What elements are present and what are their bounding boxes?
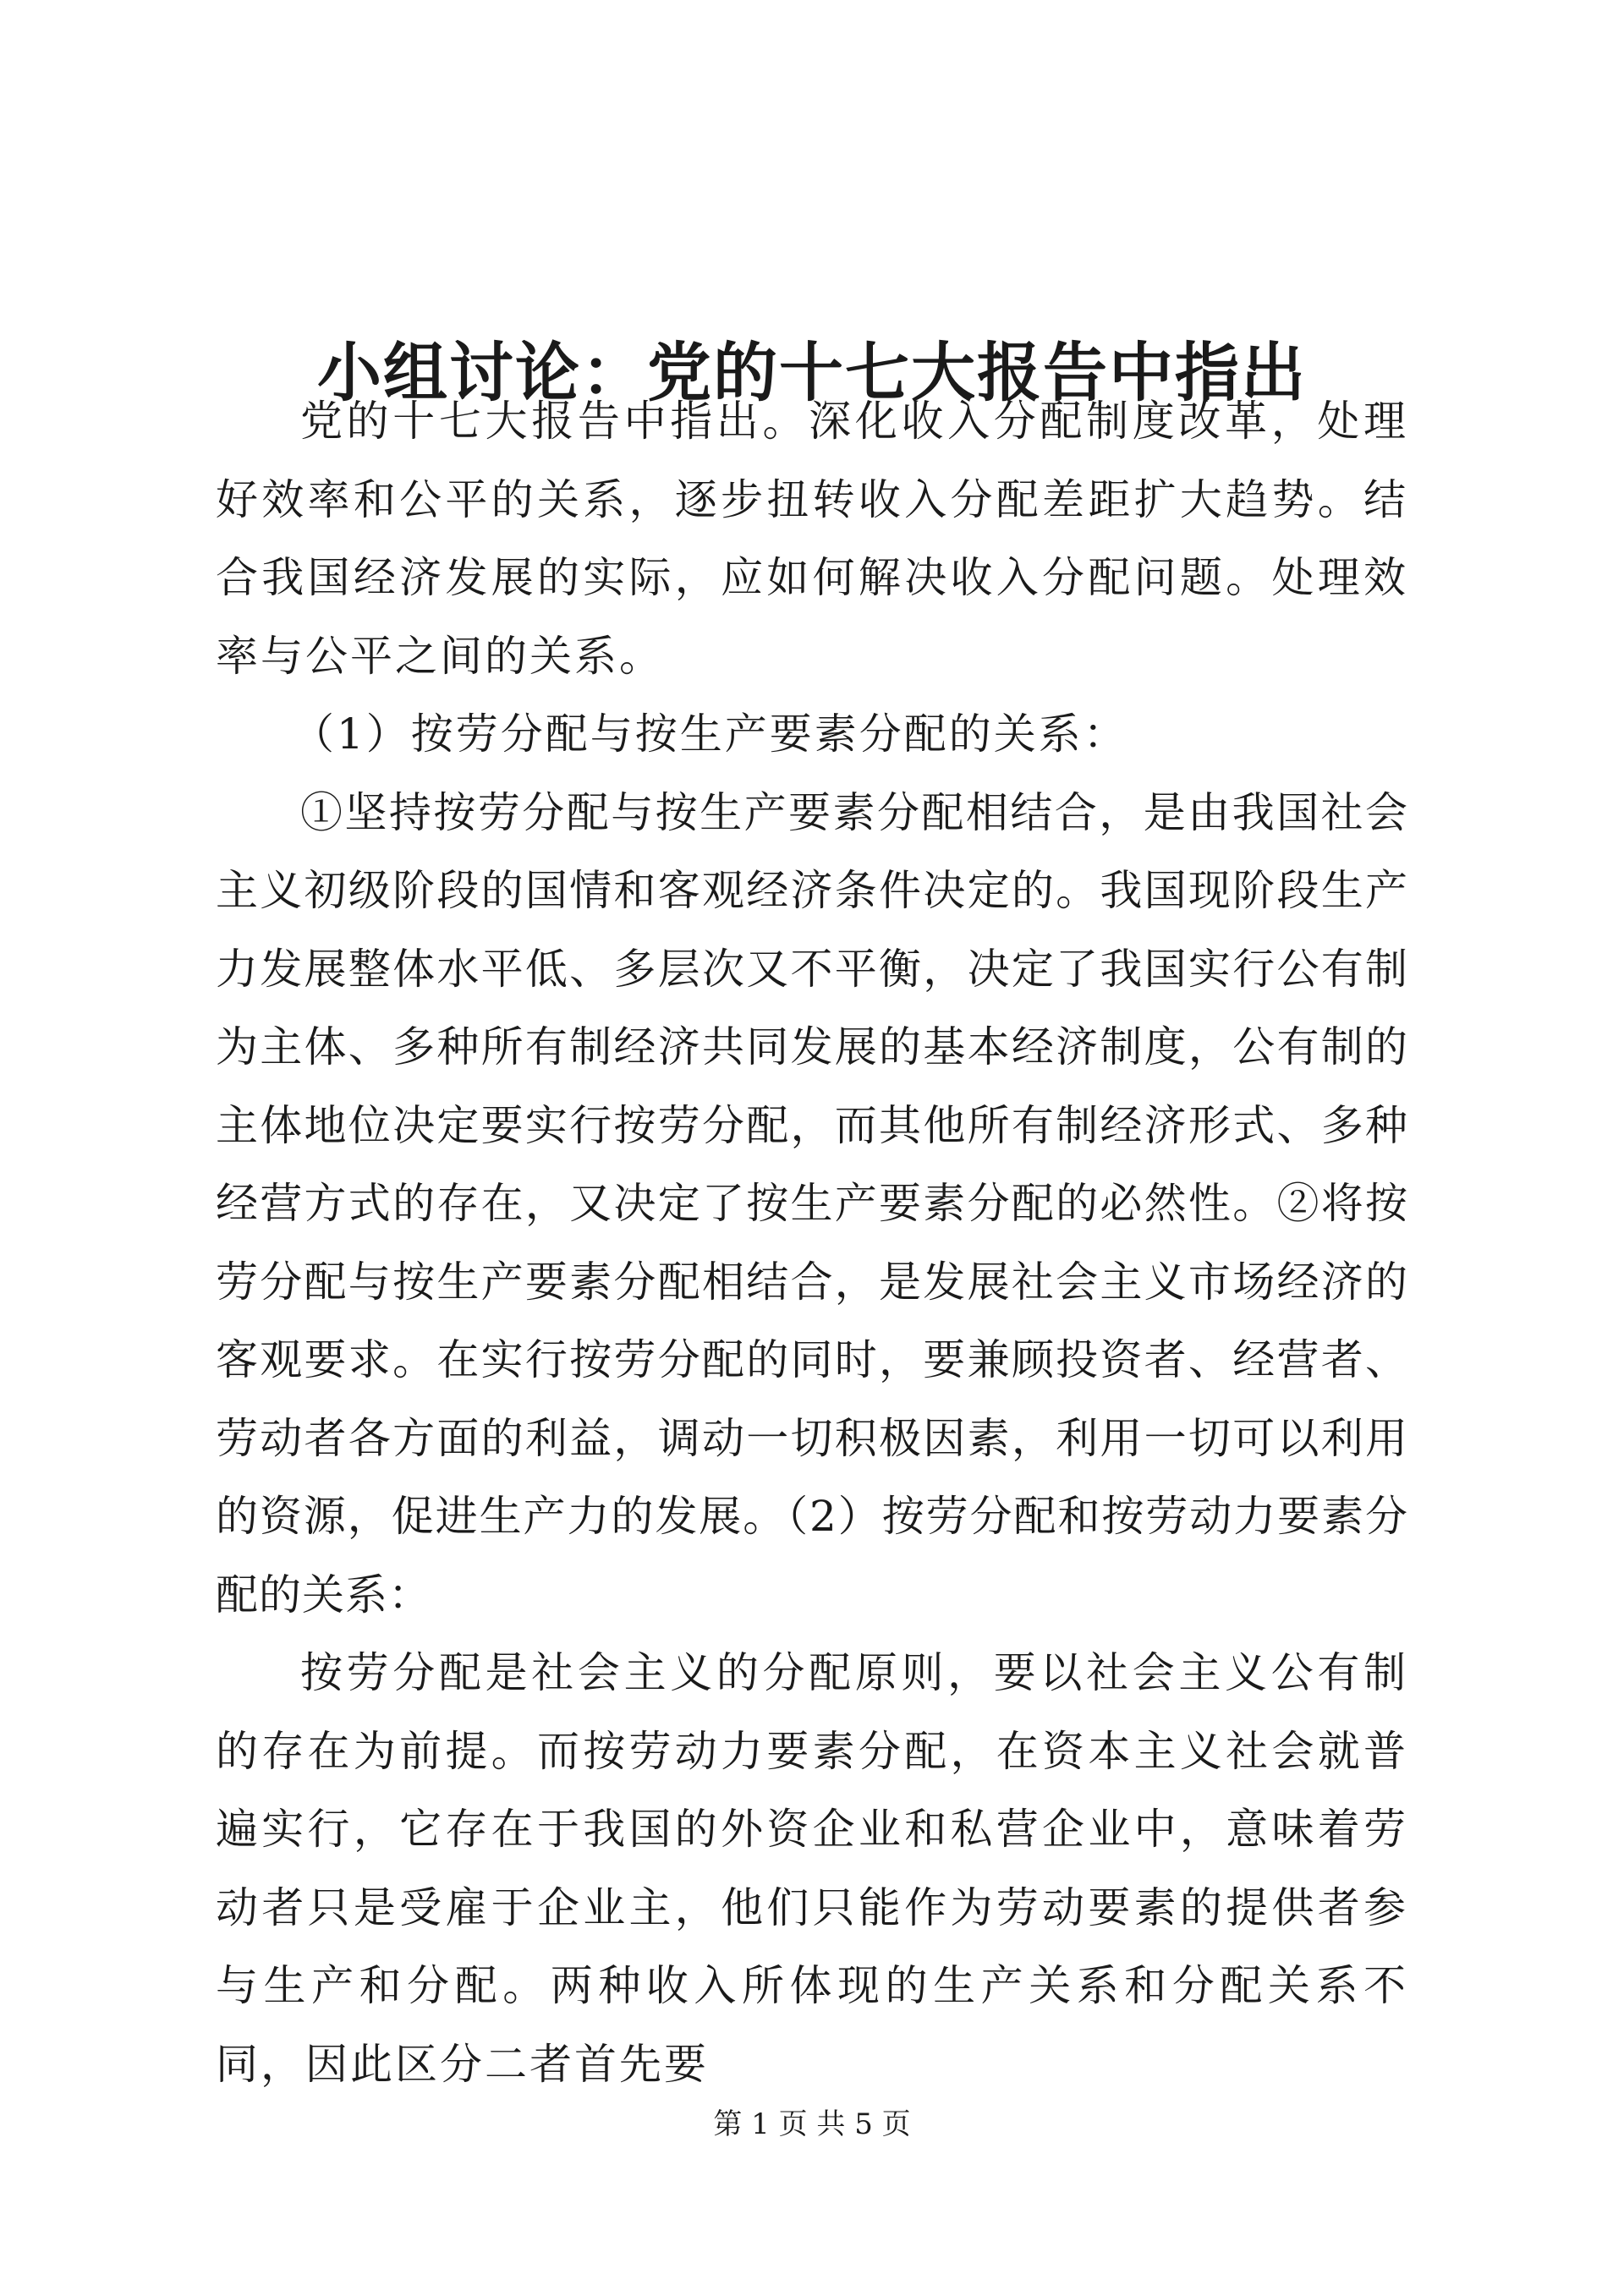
- section-heading-1: （1）按劳分配与按生产要素分配的关系：: [292, 710, 1128, 759]
- document-title: 小组讨论：党的十七大报告中指出: [317, 334, 1307, 410]
- intro-paragraph: 党的十七大报告中指出。深化收入分配制度改革，处理好效率和公平的关系，逐步扭转收入分配差距扩大趋势。结合我国经济发展的实际，应如何解决收入分配问题。处理效率与公平之间的关系。: [216, 397, 1408, 681]
- document-body: [216, 382, 1408, 2103]
- section-2-paragraph: 按劳分配是社会主义的分配原则，要以社会主义公有制的存在为前提。而按劳动力要素分配，在资本主义社会就普遍实行，它存在于我国的外资企业和私营企业中，意味着劳动者只是受雇于企业主，他们只能作为劳动要素的提供者参与生产和分配。两种收入所体现的生产关系和分配关系不同，因此区分二者首先要: [216, 1648, 1408, 2089]
- page-number-footer: 第 1 页 共 5 页: [713, 2107, 911, 2141]
- section-1-paragraph: ①坚持按劳分配与按生产要素分配相结合，是由我国社会主义初级阶段的国情和客观经济条件决定的。我国现阶段生产力发展整体水平低、多层次又不平衡，决定了我国实行公有制为主体、多种所有制经济共同发展的基本经济制度，公有制的主体地位决定要实行按劳分配，而其他所有制经济形式、多种经营方式的存在，又决定了按生产要素分配的必然性。②将按劳分配与按生产要素分配相结合，是发展社会主义市场经济的客观要求。在实行按劳分配的同时，要兼顾投资者、经营者、劳动者各方面的利益，调动一切积极因素，利用一切可以利用的资源，促进生产力的发展。（2）按劳分配和按劳动力要素分配的关系：: [216, 787, 1408, 1619]
